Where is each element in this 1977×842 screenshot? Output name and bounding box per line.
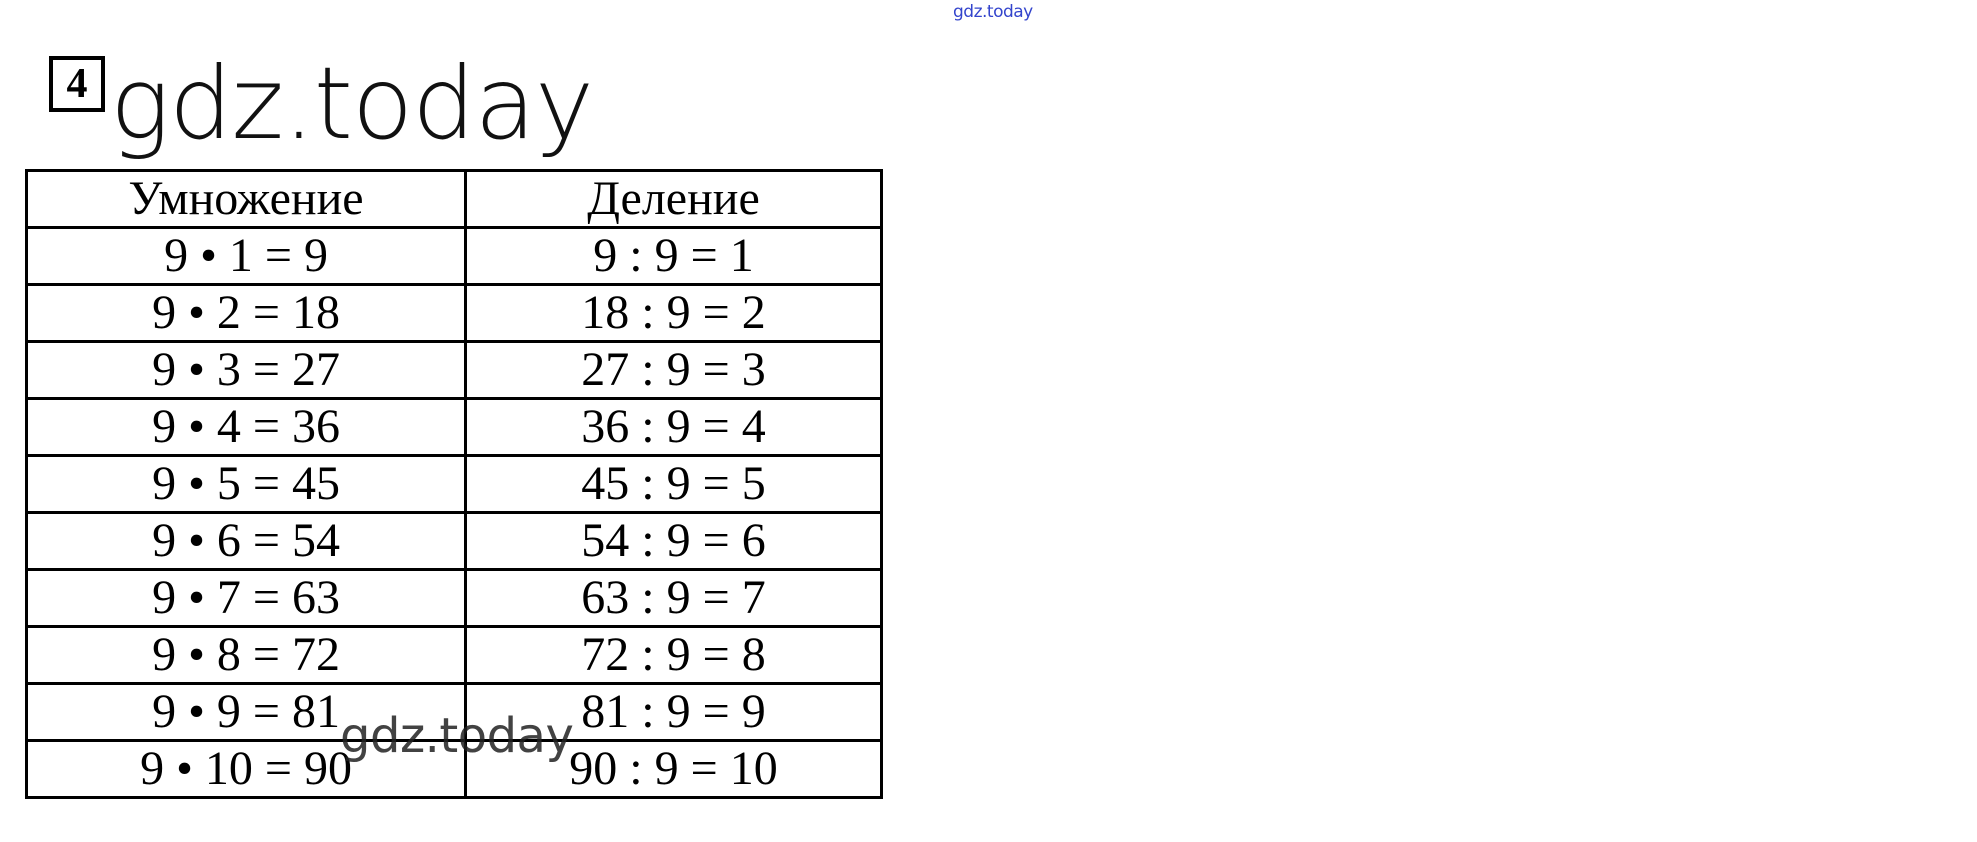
header-division: Деление <box>466 171 882 228</box>
task-number-box: 4 <box>49 56 105 112</box>
division-cell: 18 : 9 = 2 <box>466 285 882 342</box>
division-cell: 9 : 9 = 1 <box>466 228 882 285</box>
table-row <box>27 627 882 684</box>
table-row <box>27 342 882 399</box>
table-row <box>27 399 882 456</box>
division-cell: 72 : 9 = 8 <box>466 627 882 684</box>
division-cell: 27 : 9 = 3 <box>466 342 882 399</box>
multiplication-cell: 9 • 2 = 18 <box>27 285 466 342</box>
table-row <box>27 285 882 342</box>
watermark-link[interactable]: gdz.today <box>953 2 1033 22</box>
division-cell: 45 : 9 = 5 <box>466 456 882 513</box>
table-row <box>27 741 882 798</box>
division-cell: 54 : 9 = 6 <box>466 513 882 570</box>
table-row <box>27 228 882 285</box>
division-cell: 36 : 9 = 4 <box>466 399 882 456</box>
multiplication-cell: 9 • 9 = 81 <box>27 684 466 741</box>
multiplication-cell: 9 • 5 = 45 <box>27 456 466 513</box>
multiplication-cell: 9 • 10 = 90 <box>27 741 466 798</box>
multiplication-division-table <box>25 169 883 799</box>
division-cell: 81 : 9 = 9 <box>466 684 882 741</box>
table-row <box>27 456 882 513</box>
division-cell: 63 : 9 = 7 <box>466 570 882 627</box>
division-cell: 90 : 9 = 10 <box>466 741 882 798</box>
multiplication-cell: 9 • 1 = 9 <box>27 228 466 285</box>
multiplication-cell: 9 • 8 = 72 <box>27 627 466 684</box>
header-multiplication: Умножение <box>27 171 466 228</box>
table-row <box>27 513 882 570</box>
table-row <box>27 570 882 627</box>
multiplication-cell: 9 • 6 = 54 <box>27 513 466 570</box>
table-row <box>27 684 882 741</box>
header-watermark: gdz.today <box>110 45 594 162</box>
multiplication-cell: 9 • 7 = 63 <box>27 570 466 627</box>
multiplication-cell: 9 • 4 = 36 <box>27 399 466 456</box>
table-watermark: gdz.today <box>340 708 574 764</box>
table-header-row <box>27 171 882 228</box>
multiplication-cell: 9 • 3 = 27 <box>27 342 466 399</box>
